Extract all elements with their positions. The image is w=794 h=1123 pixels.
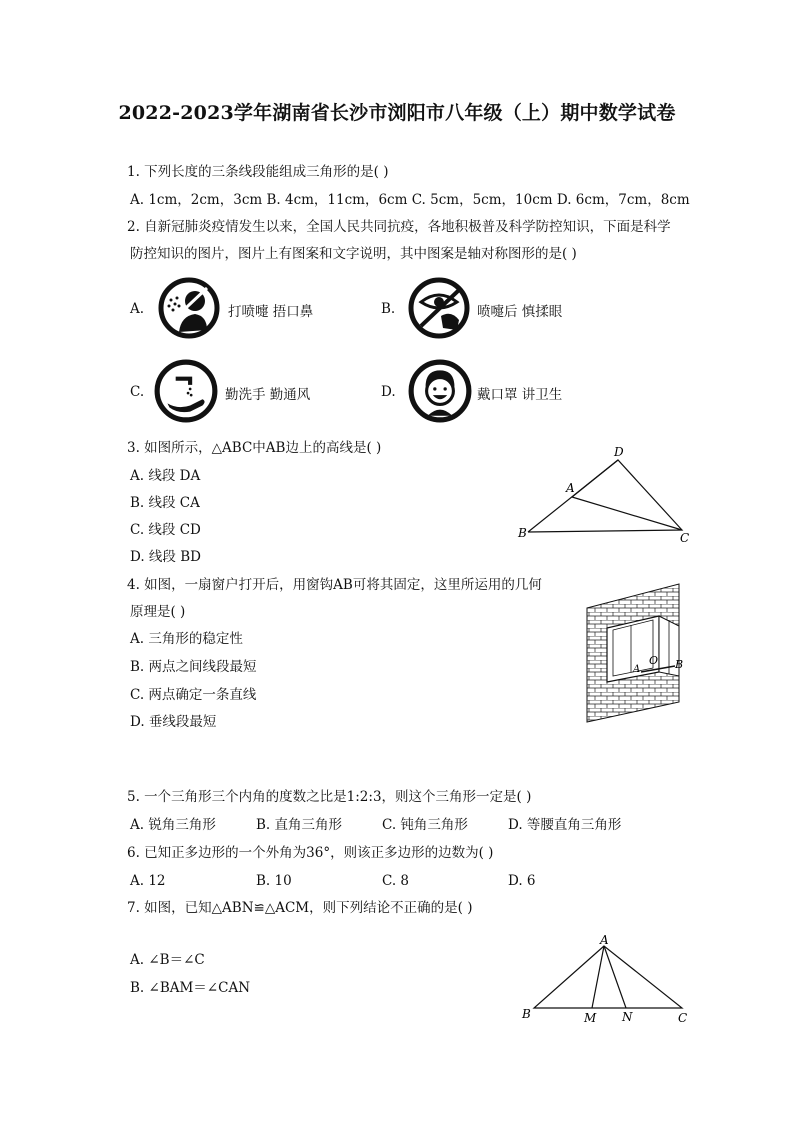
- q1-stem: 1. 下列长度的三条线段能组成三角形的是( ): [127, 164, 389, 180]
- q2-option-a-caption: 打喷嚏 捂口鼻: [228, 304, 314, 320]
- q7-label-b: B: [522, 1007, 531, 1021]
- q6-option-d: D. 6: [508, 873, 536, 889]
- q2-option-c-caption: 勤洗手 勤通风: [225, 387, 311, 403]
- q7-label-m: M: [584, 1011, 597, 1025]
- q7-label-n: N: [622, 1010, 633, 1024]
- q4-label-b: B: [675, 658, 684, 671]
- q2-option-b-caption: 喷嚏后 慎揉眼: [477, 304, 563, 320]
- q4-option-c: C. 两点确定一条直线: [130, 687, 257, 703]
- q5-option-d: D. 等腰直角三角形: [508, 817, 622, 833]
- no-rub-eyes-icon: [407, 276, 471, 344]
- q6-option-b: B. 10: [256, 873, 292, 889]
- q4-option-a: A. 三角形的稳定性: [130, 631, 243, 647]
- q4-label-o: O: [649, 654, 659, 667]
- q3-option-d: D. 线段 BD: [130, 549, 201, 565]
- q7-option-b: B. ∠BAM＝∠CAN: [130, 980, 251, 996]
- q4-option-d: D. 垂线段最短: [130, 714, 217, 730]
- q1-options: A. 1cm，2cm，3cm B. 4cm，11cm，6cm C. 5cm，5cm，10cm D. 6cm，7cm，8cm: [130, 192, 690, 208]
- q3-stem: 3. 如图所示，△ABC中AB边上的高线是( ): [127, 440, 382, 456]
- q2-option-c-letter: C.: [130, 384, 145, 400]
- q3-option-c: C. 线段 CD: [130, 522, 201, 538]
- q6-stem: 6. 已知正多边形的一个外角为36°，则该正多边形的边数为( ): [127, 845, 494, 861]
- q5-option-b: B. 直角三角形: [256, 817, 343, 833]
- q4-label-a: A: [633, 664, 641, 675]
- q4-window-figure: [583, 580, 685, 725]
- q6-option-c: C. 8: [382, 873, 410, 889]
- q5-option-a: A. 锐角三角形: [130, 817, 216, 833]
- page-title: 2022-2023学年湖南省长沙市浏阳市八年级（上）期中数学试卷: [118, 102, 676, 124]
- q3-label-b: B: [518, 526, 527, 540]
- q2-option-a-letter: A.: [130, 301, 145, 317]
- q7-label-a: A: [600, 933, 609, 947]
- q4-option-b: B. 两点之间线段最短: [130, 659, 257, 675]
- q5-stem: 5. 一个三角形三个内角的度数之比是1:2:3，则这个三角形一定是( ): [127, 789, 532, 805]
- q3-option-a: A. 线段 DA: [130, 468, 201, 484]
- q7-label-c: C: [678, 1011, 688, 1025]
- q3-label-d: D: [614, 445, 624, 459]
- q6-option-a: A. 12: [130, 873, 166, 889]
- q4-stem-line1: 4. 如图，一扇窗户打开后，用窗钩AB可将其固定，这里所运用的几何: [127, 577, 542, 593]
- wear-mask-icon: [407, 358, 473, 428]
- q2-option-b-letter: B.: [381, 301, 396, 317]
- q3-triangle-figure: [510, 442, 700, 547]
- q7-triangle-figure: [518, 932, 694, 1028]
- q2-option-d-letter: D.: [381, 384, 396, 400]
- q5-option-c: C. 钝角三角形: [382, 817, 468, 833]
- q3-label-a: A: [566, 481, 575, 495]
- sneeze-cover-icon: [157, 276, 221, 344]
- q2-stem-line2: 防控知识的图片，图片上有图案和文字说明，其中图案是轴对称图形的是( ): [130, 246, 577, 262]
- q7-option-a: A. ∠B＝∠C: [130, 952, 205, 968]
- q2-option-d-caption: 戴口罩 讲卫生: [477, 387, 563, 403]
- q3-label-c: C: [680, 531, 690, 545]
- q2-stem-line1: 2. 自新冠肺炎疫情发生以来，全国人民共同抗疫，各地积极普及科学防控知识，下面是科学: [127, 219, 671, 235]
- wash-hands-icon: [153, 358, 219, 428]
- q7-stem: 7. 如图，已知△ABN≌△ACM，则下列结论不正确的是( ): [127, 900, 473, 916]
- q3-option-b: B. 线段 CA: [130, 495, 200, 511]
- q4-stem-line2: 原理是( ): [130, 604, 186, 620]
